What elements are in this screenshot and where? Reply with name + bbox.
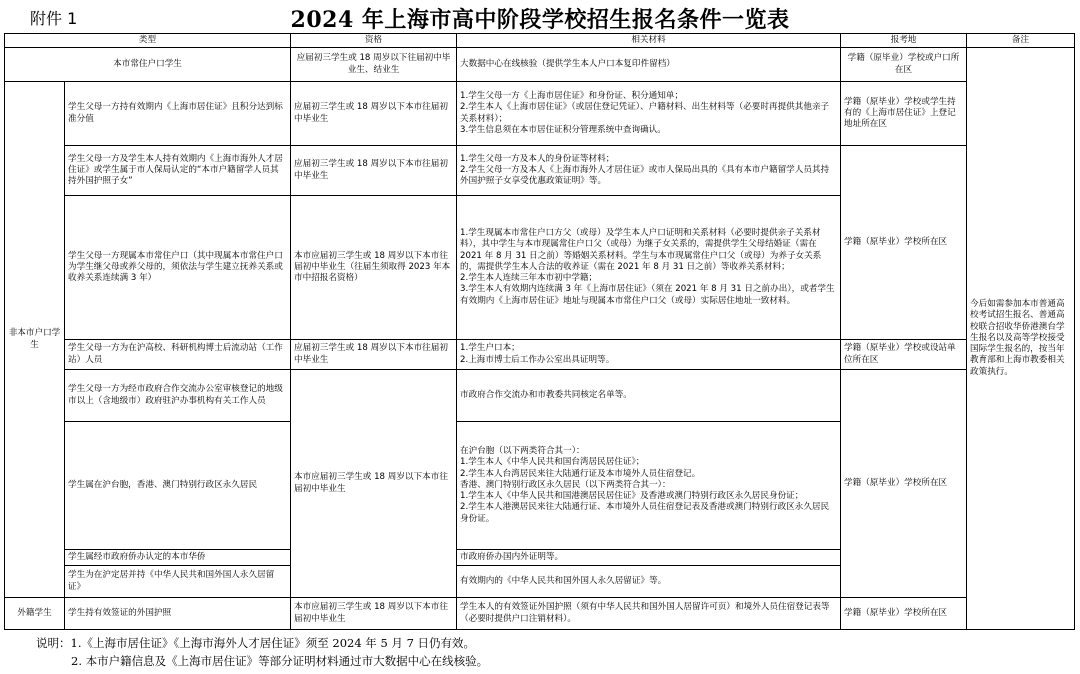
material-line: 2.上海市博士后工作办公室出具证明等。 [460, 354, 615, 365]
materials-cell [457, 340, 841, 370]
location-cell: 学籍（原毕业）学校或户口所在区 [841, 48, 967, 82]
col-header-materials: 相关材料 [457, 34, 841, 48]
type-cell: 学生持有效签证的外国护照 [65, 598, 291, 630]
materials-cell [457, 196, 841, 340]
material-line: 3.学生信息须在本市居住证积分管理系统中查询确认。 [460, 124, 666, 135]
type-cell: 学生属在沪台胞，香港、澳门特别行政区永久居民 [65, 422, 291, 550]
materials-cell [457, 146, 841, 196]
material-line: 1.学生本人《中华人民共和国港澳居民居住证》及香港或澳门特别行政区永久居民身份证； [460, 491, 804, 502]
table-header-row [5, 34, 1075, 48]
col-header-type: 类型 [5, 34, 291, 48]
material-line: 有效期内的《中华人民共和国外国人永久居留证》等。 [460, 575, 667, 586]
material-line: 2.学生本人港澳居民来往大陆通行证、本市境外人员住宿登记表及香港或澳门特别行政区永久居民身份证。 [460, 502, 830, 524]
qualification-cell: 应届初三学生或 18 周岁以下本市往届初中毕业生 [291, 340, 457, 370]
material-line: 市政府合作交流办和市教委共同核定名单等。 [460, 389, 632, 400]
location-cell: 学籍（原毕业）学校或设站单位所在区 [841, 340, 967, 370]
materials-cell [457, 370, 841, 422]
location-cell: 学籍（原毕业）学校所在区 [841, 370, 967, 598]
location-cell: 学籍（原毕业）学校所在区 [841, 598, 967, 630]
note-item: 2. 本市户籍信息及《上海市居住证》等部分证明材料通过市大数据中心在线核验。 [71, 654, 489, 668]
table-row [5, 146, 1075, 196]
materials-cell [457, 422, 841, 550]
qualification-cell: 本市应届初三学生或 18 周岁以下本市往届初中毕业生（往届生须取得 2023 年本市中招报名资格） [291, 196, 457, 340]
nonlocal-category-cell: 非本市户口学生 [5, 82, 65, 598]
materials-cell [457, 550, 841, 566]
type-cell: 学生为在沪定居并持《中华人民共和国外国人永久居留证》 [65, 566, 291, 598]
location-cell: 学籍（原毕业）学校所在区 [841, 146, 967, 340]
materials-cell [457, 566, 841, 598]
materials-cell [457, 82, 841, 146]
material-line: 在沪台胞（以下两类符合其一）： [460, 446, 585, 457]
materials-cell: 学生本人的有效签证外国护照（须有中华人民共和国外国人居留许可页）和境外人员住宿登记表等（必要时提供户口注销材料）。 [457, 598, 841, 630]
note-item: 1.《上海市居住证》《上海市海外人才居住证》须至 2024 年 5 月 7 日仍有效。 [70, 636, 476, 650]
material-line: 市政府侨办国内外证明等。 [460, 551, 564, 562]
foreign-category-cell: 外籍学生 [5, 598, 65, 630]
material-line: 1.学生现属本市常住户口方父（或母）及学生本人户口证明和关系材料（必要时提供亲子关系材料），其中学生与本市现属常住户口父（或母）为继子女关系的，需提供学生父母结婚证（需在 2021 年 8 月 31 日之前）等婚姻关系材料。学生与本市现属常住户口父（或母）为养子女关系的，需提供学生本人合法的收养证（需在 2021 年 8 月 31 日之前）等收养关系材料； [460, 228, 822, 272]
material-line: 2.学生父母一方及本人《上海市海外人才居住证》或市人保局出具的《具有本市户籍留学人员其持外国护照子女享受优惠政策证明》等。 [460, 164, 830, 187]
col-header-location: 报考地 [841, 34, 967, 48]
material-line: 2.学生本人台湾居民来往大陆通行证及本市境外人员住宿登记。 [460, 468, 701, 479]
attachment-label: 附件 1 [30, 9, 78, 28]
notes-label: 说明： [36, 636, 71, 650]
material-line: 1.学生户口本； [460, 343, 520, 354]
page-title: 2024 年上海市高中阶段学校招生报名条件一览表 [290, 7, 790, 33]
remark-cell: 今后如需参加本市普通高校考试招生报名、普通高校联合招收华侨港澳台学生报名以及高等学校接受国际学生报名的，按当年教育部和上海市教委相关政策执行。 [967, 48, 1075, 630]
type-cell: 学生父母一方为在沪高校、科研机构博士后流动站（工作站）人员 [65, 340, 291, 370]
note-line [36, 634, 488, 652]
type-cell: 学生父母一方持有效期内《上海市居住证》且积分达到标准分值 [65, 82, 291, 146]
page-header [0, 0, 1080, 33]
type-cell: 学生属经市政府侨办认定的本市华侨 [65, 550, 291, 566]
type-cell: 学生父母一方及学生本人持有效期内《上海市海外人才居住证》或学生属于市人保局认定的“本市户籍留学人员其持外国护照子女” [65, 146, 291, 196]
type-cell: 学生父母一方现属本市常住户口（其中现属本市常住户口为学生继父母或养父母的，须依法与学生建立抚养关系或收养关系连续满 3 年） [65, 196, 291, 340]
table-row [5, 370, 1075, 422]
qualification-cell: 应届初三学生或 18 周岁以下本市往届初中毕业生 [291, 146, 457, 196]
qualification-cell: 应届初三学生或 18 周岁以下往届初中毕业生、结业生 [291, 48, 457, 82]
table-row [5, 598, 1075, 630]
col-header-remark: 备注 [967, 34, 1075, 48]
material-line: 1.学生本人《中华人民共和国台湾居民居住证》； [460, 457, 645, 468]
table-row [5, 340, 1075, 370]
enrollment-conditions-table [4, 33, 1075, 630]
type-cell: 学生父母一方为经市政府合作交流办公室审核登记的地级市以上（含地级市）政府驻沪办事机构有关工作人员 [65, 370, 291, 422]
qualification-cell: 应届初三学生或 18 周岁以下本市往届初中毕业生 [291, 82, 457, 146]
location-cell: 学籍（原毕业）学校或学生持有的《上海市居住证》上登记地址所在区 [841, 82, 967, 146]
type-cell: 本市常住户口学生 [5, 48, 291, 82]
notes-section [36, 634, 488, 670]
material-line: 2.学生本人《上海市居住证》（或居住登记凭证）、户籍材料、出生材料等（必要时再提供其他亲子关系材料）； [460, 102, 830, 124]
material-line: 1.学生父母一方《上海市居住证》和身份证、积分通知单； [460, 91, 684, 102]
table-row [5, 48, 1075, 82]
qualification-cell: 本市应届初三学生或 18 周岁以下本市往届初中毕业生 [291, 370, 457, 598]
qualification-cell: 本市应届初三学生或 18 周岁以下本市往届初中毕业生 [291, 598, 457, 630]
materials-cell: 大数据中心在线核验（提供学生本人户口本复印件留档） [457, 48, 841, 82]
material-line: 1.学生父母一方及本人的身份证等材料； [460, 153, 615, 164]
material-line: 3.学生本人有效期内连续满 3 年《上海市居住证》（须在 2021 年 8 月 31 日之前办出），或者学生有效期内《上海市居住证》地址与现属本市常住户口父（或母）实际居住地址一致材料。 [460, 284, 835, 306]
material-line: 香港、澳门特别行政区永久居民（以下两类符合其一）： [460, 479, 671, 490]
col-header-qualification: 资格 [291, 34, 457, 48]
table-row [5, 82, 1075, 146]
material-line: 2.学生本人连续三年本市初中学籍； [460, 273, 598, 284]
